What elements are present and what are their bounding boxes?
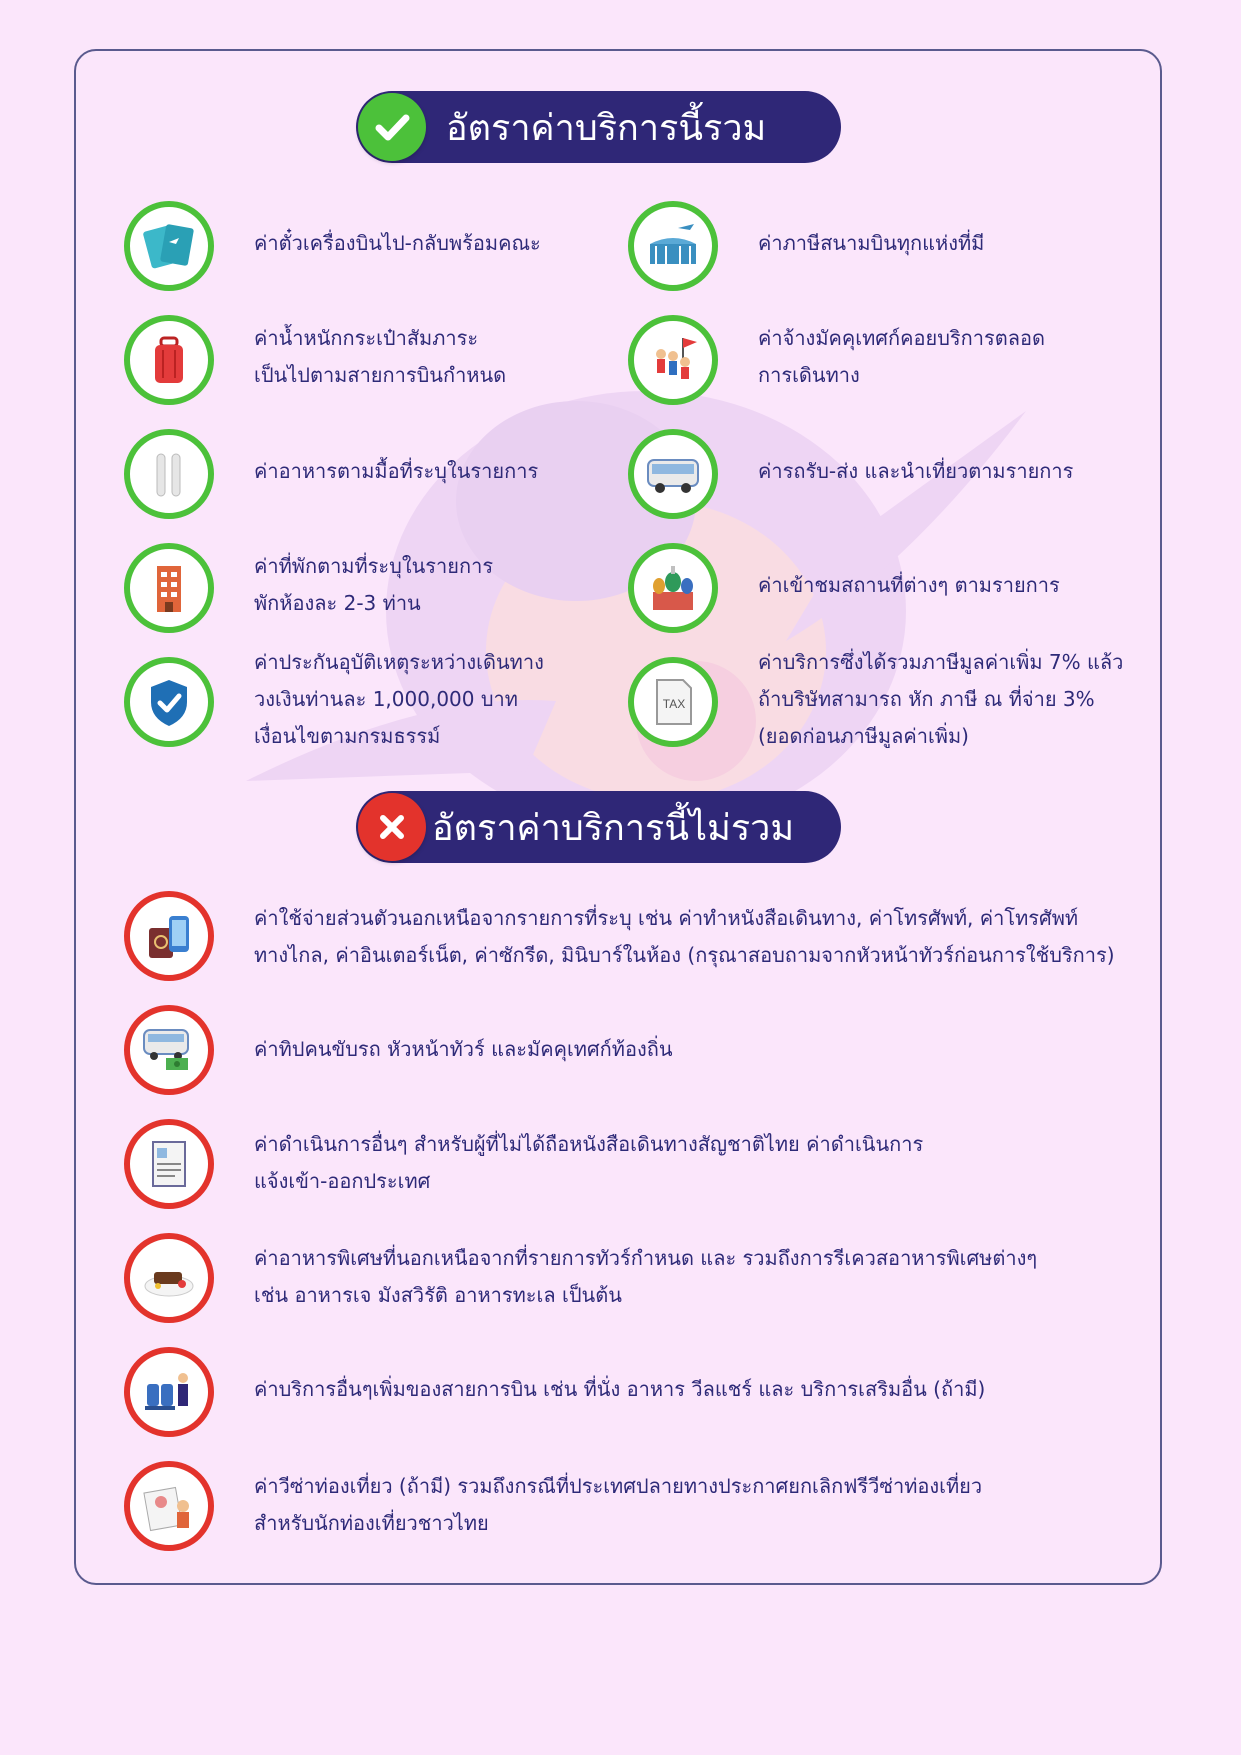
included-banner (356, 91, 841, 163)
tour-guide-icon (628, 315, 718, 405)
svg-text:TAX: TAX (662, 697, 686, 711)
excluded-item-3: ค่าดำเนินการอื่นๆ สำหรับผู้ที่ไม่ได้ถือหนังสือเดินทางสัญชาติไทย ค่าดำเนินการ แจ้งเข้า-ออกประเทศ (254, 1132, 924, 1193)
visa-icon (124, 1461, 214, 1551)
document-icon (124, 1119, 214, 1209)
suitcase-icon (124, 315, 214, 405)
excluded-badge (358, 793, 426, 861)
included-item-5: ค่าอาหารตามมื้อที่ระบุในรายการ (254, 459, 539, 483)
included-item-10: ค่าบริการซึ่งได้รวมภาษีมูลค่าเพิ่ม 7% แล้ว ถ้าบริษัทสามารถ หัก ภาษี ณ ที่จ่าย 3% (ยอดก่อนภาษีมูลค่าเพิ่ม) (758, 650, 1124, 748)
airport-icon (628, 201, 718, 291)
included-title: อัตราค่าบริการนี้รวม (446, 107, 767, 149)
included-item-6: ค่ารถรับ-ส่ง และนำเที่ยวตามรายการ (758, 459, 1074, 483)
tax-document-icon (628, 657, 718, 747)
excluded-item-6: ค่าวีซ่าท่องเที่ยว (ถ้ามี) รวมถึงกรณีที่ประเทศปลายทางประกาศยกเลิกฟรีวีซ่าท่องเที่ยว สำหรับนักท่องเที่ยวชาวไทย (254, 1474, 983, 1535)
special-meal-icon (124, 1233, 214, 1323)
fork-knife-icon (124, 429, 214, 519)
included-item-8: ค่าเข้าชมสถานที่ต่างๆ ตามรายการ (758, 573, 1060, 597)
included-item-7: ค่าที่พักตามที่ระบุในรายการ พักห้องละ 2-3 ท่าน (254, 554, 494, 615)
bus-icon (628, 429, 718, 519)
hotel-icon (124, 543, 214, 633)
bus-tip-icon (124, 1005, 214, 1095)
included-item-2: ค่าภาษีสนามบินทุกแห่งที่มี (758, 231, 985, 255)
excluded-item-5: ค่าบริการอื่นๆเพิ่มของสายการบิน เช่น ที่นั่ง อาหาร วีลแชร์ และ บริการเสริมอื่น (ถ้ามี) (254, 1377, 986, 1401)
info-card (74, 49, 1162, 1585)
shield-check-icon (124, 657, 214, 747)
included-item-3: ค่าน้ำหนักกระเป๋าสัมภาระ เป็นไปตามสายการบินกำหนด (254, 326, 507, 387)
cross-icon (372, 807, 412, 847)
air-ticket-icon (124, 201, 214, 291)
included-item-4: ค่าจ้างมัคคุเทศก์คอยบริการตลอด การเดินทาง (758, 326, 1045, 387)
excluded-title: อัตราค่าบริการนี้ไม่รวม (432, 807, 795, 849)
check-icon (371, 106, 413, 148)
airline-seat-icon (124, 1347, 214, 1437)
passport-phone-icon (124, 891, 214, 981)
included-item-9: ค่าประกันอุบัติเหตุระหว่างเดินทาง วงเงินท่านละ 1,000,000 บาท เงื่อนไขตามกรมธรรม์ (254, 650, 544, 748)
excluded-item-2: ค่าทิปคนขับรถ หัวหน้าทัวร์ และมัคคุเทศก์ท้องถิ่น (254, 1037, 673, 1061)
included-item-1: ค่าตั๋วเครื่องบินไป-กลับพร้อมคณะ (254, 231, 541, 255)
excluded-banner (356, 791, 841, 863)
excluded-item-1: ค่าใช้จ่ายส่วนตัวนอกเหนือจากรายการที่ระบุ เช่น ค่าทำหนังสือเดินทาง, ค่าโทรศัพท์, ค่าโทรศัพท์ ทางไกล, ค่าอินเตอร์เน็ต, ค่าซักรีด, มินิบาร์ในห้อง (กรุณาสอบถามจากหัวหน้าทัวร์ก่อนการใช้บริการ) (254, 906, 1115, 967)
included-badge (358, 93, 426, 161)
landmark-icon (628, 543, 718, 633)
excluded-item-4: ค่าอาหารพิเศษที่นอกเหนือจากที่รายการทัวร์กำหนด และ รวมถึงการรีเควสอาหารพิเศษต่างๆ เช่น อาหารเจ มังสวิรัติ อาหารทะเล เป็นต้น (254, 1246, 1038, 1307)
